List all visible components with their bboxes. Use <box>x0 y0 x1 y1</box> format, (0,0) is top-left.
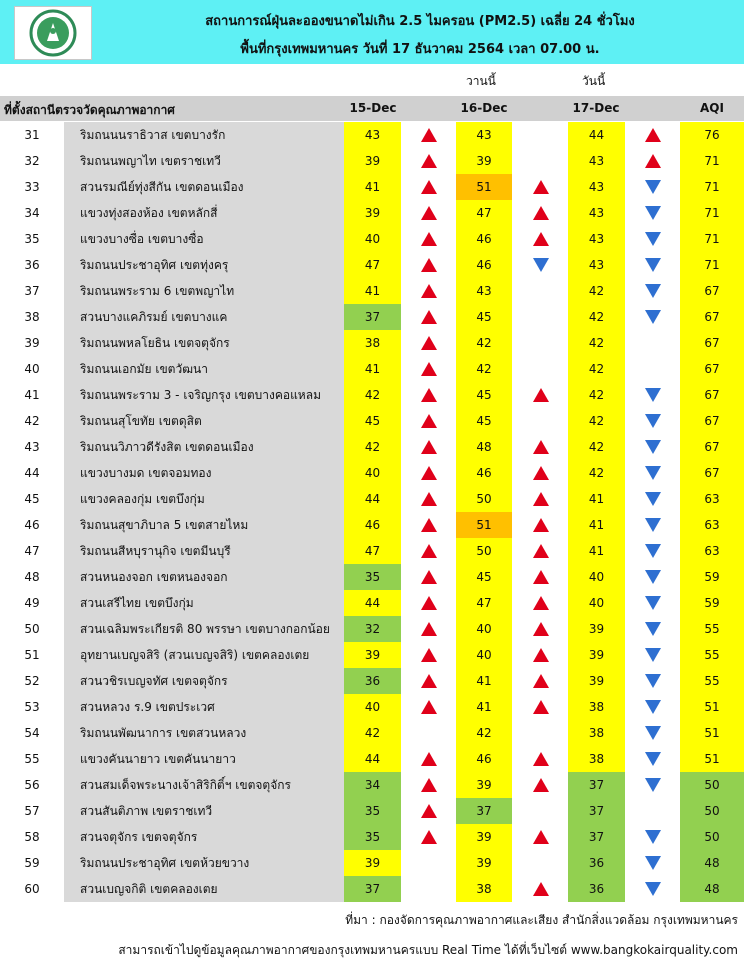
today-label: วันนี้ <box>582 74 606 88</box>
trend-down-icon <box>644 594 662 612</box>
pm25-15dec-cell: 35 <box>344 798 401 824</box>
pm25-17dec-cell: 42 <box>568 434 625 460</box>
aqi-cell: 63 <box>680 486 744 512</box>
aqi-cell: 48 <box>680 850 744 876</box>
pm25-16dec-cell: 42 <box>456 330 512 356</box>
report-title: สถานการณ์ฝุ่นละอองขนาดไม่เกิน 2.5 ไมครอน (PM2.5) เฉลี่ย 24 ชั่วโมง <box>205 14 635 29</box>
trend-up-icon <box>532 672 550 690</box>
station-name: อุทยานเบญจสิริ (สวนเบญจสิริ) เขตคลองเตย <box>64 642 344 668</box>
aqi-cell: 59 <box>680 590 744 616</box>
aqi-cell: 67 <box>680 278 744 304</box>
trend-up-icon <box>420 464 438 482</box>
pm25-17dec-cell: 41 <box>568 486 625 512</box>
trend-up-icon <box>420 620 438 638</box>
pm25-16dec-cell: 42 <box>456 356 512 382</box>
station-column-header: ที่ตั้งสถานีตรวจวัดคุณภาพอากาศ <box>4 103 175 117</box>
pm25-15dec-cell: 46 <box>344 512 401 538</box>
station-name: แขวงบางมด เขตจอมทอง <box>64 460 344 486</box>
trend-up-icon <box>420 568 438 586</box>
trend-down-icon <box>644 204 662 222</box>
pm25-15dec-cell: 47 <box>344 538 401 564</box>
pm25-17dec-cell: 38 <box>568 694 625 720</box>
aqi-cell: 59 <box>680 564 744 590</box>
date3-column-header: 17-Dec <box>572 101 620 115</box>
station-name: สวนสันติภาพ เขตราชเทวี <box>64 798 344 824</box>
aqi-cell: 63 <box>680 538 744 564</box>
pm25-16dec-cell: 43 <box>456 122 512 148</box>
table-row <box>0 330 744 356</box>
trend-up-icon <box>532 178 550 196</box>
pm25-15dec-cell: 40 <box>344 226 401 252</box>
pm25-17dec-cell: 43 <box>568 252 625 278</box>
pm25-16dec-cell: 48 <box>456 434 512 460</box>
row-number: 53 <box>0 694 64 720</box>
pm25-16dec-cell: 51 <box>456 174 512 200</box>
pm25-15dec-cell: 40 <box>344 694 401 720</box>
pm25-16dec-cell: 43 <box>456 278 512 304</box>
station-name: ริมถนนเอกมัย เขตวัฒนา <box>64 356 344 382</box>
pm25-15dec-cell: 43 <box>344 122 401 148</box>
pm25-15dec-cell: 36 <box>344 668 401 694</box>
pm25-15dec-cell: 44 <box>344 590 401 616</box>
pm25-15dec-cell: 34 <box>344 772 401 798</box>
trend-up-icon <box>532 542 550 560</box>
table-row <box>0 356 744 382</box>
pm25-15dec-cell: 35 <box>344 564 401 590</box>
station-name: แขวงคลองกุ่ม เขตบึงกุ่ม <box>64 486 344 512</box>
trend-up-icon <box>420 516 438 534</box>
trend-down-icon <box>644 646 662 664</box>
aqi-cell: 71 <box>680 252 744 278</box>
trend-down-icon <box>532 256 550 274</box>
pm25-17dec-cell: 37 <box>568 824 625 850</box>
trend-down-icon <box>644 568 662 586</box>
pm25-16dec-cell: 45 <box>456 382 512 408</box>
trend-up-icon <box>532 230 550 248</box>
pm25-15dec-cell: 39 <box>344 148 401 174</box>
station-name: สวนหนองจอก เขตหนองจอก <box>64 564 344 590</box>
station-name: ริมถนนพัฒนาการ เขตสวนหลวง <box>64 720 344 746</box>
aqi-cell: 55 <box>680 642 744 668</box>
trend-up-icon <box>420 126 438 144</box>
trend-up-icon <box>420 204 438 222</box>
pm25-17dec-cell: 42 <box>568 460 625 486</box>
pm25-16dec-cell: 45 <box>456 304 512 330</box>
pm25-17dec-cell: 42 <box>568 304 625 330</box>
yesterday-label: วานนี้ <box>466 74 496 88</box>
trend-down-icon <box>644 542 662 560</box>
trend-up-icon <box>532 464 550 482</box>
pm25-16dec-cell: 40 <box>456 616 512 642</box>
table-row <box>0 486 744 512</box>
trend-up-icon <box>644 126 662 144</box>
trend-down-icon <box>644 464 662 482</box>
row-number: 34 <box>0 200 64 226</box>
trend-down-icon <box>644 776 662 794</box>
trend-down-icon <box>644 516 662 534</box>
pm25-16dec-cell: 42 <box>456 720 512 746</box>
pm25-15dec-cell: 42 <box>344 434 401 460</box>
table-row <box>0 564 744 590</box>
table-row <box>0 668 744 694</box>
pm25-15dec-cell: 47 <box>344 252 401 278</box>
pm25-15dec-cell: 44 <box>344 746 401 772</box>
row-number: 32 <box>0 148 64 174</box>
pm25-16dec-cell: 39 <box>456 148 512 174</box>
table-row <box>0 616 744 642</box>
trend-up-icon <box>420 594 438 612</box>
trend-up-icon <box>532 750 550 768</box>
trend-down-icon <box>644 880 662 898</box>
trend-up-icon <box>420 256 438 274</box>
pm25-17dec-cell: 39 <box>568 616 625 642</box>
aqi-cell: 76 <box>680 122 744 148</box>
row-number: 36 <box>0 252 64 278</box>
trend-up-icon <box>532 698 550 716</box>
pm25-17dec-cell: 39 <box>568 668 625 694</box>
trend-down-icon <box>644 828 662 846</box>
aqi-cell: 71 <box>680 200 744 226</box>
trend-up-icon <box>532 880 550 898</box>
pm25-15dec-cell: 37 <box>344 304 401 330</box>
aqi-cell: 67 <box>680 408 744 434</box>
trend-down-icon <box>644 490 662 508</box>
pm25-16dec-cell: 46 <box>456 226 512 252</box>
row-number: 43 <box>0 434 64 460</box>
station-name: สวนสมเด็จพระนางเจ้าสิริกิติ์ฯ เขตจตุจักร <box>64 772 344 798</box>
pm25-16dec-cell: 41 <box>456 694 512 720</box>
table-header <box>0 96 744 121</box>
pm25-17dec-cell: 39 <box>568 642 625 668</box>
row-number: 40 <box>0 356 64 382</box>
station-name: สวนเสรีไทย เขตบึงกุ่ม <box>64 590 344 616</box>
trend-up-icon <box>420 490 438 508</box>
trend-down-icon <box>644 672 662 690</box>
row-number: 45 <box>0 486 64 512</box>
table-row <box>0 850 744 876</box>
date1-column-header: 15-Dec <box>349 101 397 115</box>
trend-up-icon <box>420 282 438 300</box>
pm25-16dec-cell: 50 <box>456 486 512 512</box>
pm25-16dec-cell: 39 <box>456 824 512 850</box>
pm25-17dec-cell: 43 <box>568 174 625 200</box>
aqi-cell: 51 <box>680 694 744 720</box>
station-name: สวนวชิรเบญจทัศ เขตจตุจักร <box>64 668 344 694</box>
pm25-16dec-cell: 46 <box>456 460 512 486</box>
pm25-16dec-cell: 45 <box>456 564 512 590</box>
trend-up-icon <box>420 308 438 326</box>
trend-up-icon <box>532 438 550 456</box>
pm25-15dec-cell: 41 <box>344 356 401 382</box>
table-row <box>0 434 744 460</box>
trend-up-icon <box>532 776 550 794</box>
pm25-15dec-cell: 40 <box>344 460 401 486</box>
row-number: 35 <box>0 226 64 252</box>
aqi-cell: 71 <box>680 226 744 252</box>
row-number: 50 <box>0 616 64 642</box>
station-name: ริมถนนนราธิวาส เขตบางรัก <box>64 122 344 148</box>
trend-up-icon <box>420 802 438 820</box>
trend-down-icon <box>644 854 662 872</box>
trend-down-icon <box>644 750 662 768</box>
pm25-17dec-cell: 36 <box>568 876 625 902</box>
pm25-17dec-cell: 36 <box>568 850 625 876</box>
pm25-15dec-cell: 42 <box>344 382 401 408</box>
station-name: ริมถนนพระราม 3 - เจริญกรุง เขตบางคอแหลม <box>64 382 344 408</box>
row-number: 31 <box>0 122 64 148</box>
trend-up-icon <box>420 542 438 560</box>
station-name: สวนจตุจักร เขตจตุจักร <box>64 824 344 850</box>
trend-up-icon <box>532 620 550 638</box>
aqi-cell: 63 <box>680 512 744 538</box>
pm25-15dec-cell: 41 <box>344 174 401 200</box>
trend-down-icon <box>644 620 662 638</box>
station-name: แขวงบางซื่อ เขตบางซื่อ <box>64 226 344 252</box>
pm25-15dec-cell: 39 <box>344 642 401 668</box>
pm25-15dec-cell: 45 <box>344 408 401 434</box>
pm25-17dec-cell: 43 <box>568 148 625 174</box>
pm25-16dec-cell: 37 <box>456 798 512 824</box>
station-name: ริมถนนสุโขทัย เขตดุสิต <box>64 408 344 434</box>
station-name: ริมถนนประชาอุทิศ เขตห้วยขวาง <box>64 850 344 876</box>
aqi-column-header: AQI <box>700 101 724 115</box>
pm25-15dec-cell: 44 <box>344 486 401 512</box>
table-row <box>0 642 744 668</box>
row-number: 33 <box>0 174 64 200</box>
pm25-15dec-cell: 39 <box>344 850 401 876</box>
station-name: แขวงคันนายาว เขตคันนายาว <box>64 746 344 772</box>
trend-up-icon <box>532 594 550 612</box>
table-row <box>0 174 744 200</box>
trend-up-icon <box>420 360 438 378</box>
row-number: 37 <box>0 278 64 304</box>
aqi-cell: 67 <box>680 356 744 382</box>
trend-down-icon <box>644 230 662 248</box>
row-number: 54 <box>0 720 64 746</box>
aqi-cell: 67 <box>680 330 744 356</box>
pm25-16dec-cell: 47 <box>456 200 512 226</box>
trend-up-icon <box>420 750 438 768</box>
row-number: 39 <box>0 330 64 356</box>
aqi-cell: 71 <box>680 174 744 200</box>
pm25-16dec-cell: 38 <box>456 876 512 902</box>
trend-down-icon <box>644 412 662 430</box>
row-number: 55 <box>0 746 64 772</box>
website-note: สามารถเข้าไปดูข้อมูลคุณภาพอากาศของกรุงเทพมหานครแบบ Real Time ได้ที่เว็บไซต์ www.bangkokairquality.com <box>118 943 738 957</box>
table-row <box>0 460 744 486</box>
station-name: ริมถนนสุขาภิบาล 5 เขตสายไหม <box>64 512 344 538</box>
trend-down-icon <box>644 178 662 196</box>
table-row <box>0 772 744 798</box>
aqi-cell: 51 <box>680 746 744 772</box>
table-row <box>0 252 744 278</box>
table-row <box>0 824 744 850</box>
station-name: ริมถนนประชาอุทิศ เขตทุ่งครุ <box>64 252 344 278</box>
pm25-17dec-cell: 42 <box>568 278 625 304</box>
trend-down-icon <box>644 438 662 456</box>
aqi-cell: 67 <box>680 434 744 460</box>
row-number: 41 <box>0 382 64 408</box>
pm25-15dec-cell: 42 <box>344 720 401 746</box>
bangkok-seal-logo <box>14 6 92 60</box>
aqi-cell: 50 <box>680 824 744 850</box>
pm25-17dec-cell: 41 <box>568 538 625 564</box>
row-number: 58 <box>0 824 64 850</box>
row-number: 52 <box>0 668 64 694</box>
station-name: สวนเบญจกิติ เขตคลองเตย <box>64 876 344 902</box>
aqi-cell: 55 <box>680 668 744 694</box>
pm25-16dec-cell: 47 <box>456 590 512 616</box>
table-row <box>0 148 744 174</box>
trend-up-icon <box>420 334 438 352</box>
aqi-cell: 67 <box>680 460 744 486</box>
row-number: 57 <box>0 798 64 824</box>
aqi-cell: 51 <box>680 720 744 746</box>
station-name: ริมถนนวิภาวดีรังสิต เขตดอนเมือง <box>64 434 344 460</box>
table-row <box>0 876 744 902</box>
pm25-17dec-cell: 42 <box>568 408 625 434</box>
row-number: 48 <box>0 564 64 590</box>
row-number: 47 <box>0 538 64 564</box>
trend-up-icon <box>420 230 438 248</box>
pm25-16dec-cell: 45 <box>456 408 512 434</box>
pm25-17dec-cell: 38 <box>568 720 625 746</box>
pm25-16dec-cell: 50 <box>456 538 512 564</box>
trend-up-icon <box>420 152 438 170</box>
table-row <box>0 590 744 616</box>
trend-up-icon <box>532 490 550 508</box>
pm25-15dec-cell: 39 <box>344 200 401 226</box>
table-row <box>0 304 744 330</box>
pm25-17dec-cell: 37 <box>568 772 625 798</box>
pm25-17dec-cell: 43 <box>568 200 625 226</box>
trend-up-icon <box>532 516 550 534</box>
station-name: สวนรมณีย์ทุ่งสีกัน เขตดอนเมือง <box>64 174 344 200</box>
trend-down-icon <box>644 308 662 326</box>
station-name: แขวงทุ่งสองห้อง เขตหลักสี่ <box>64 200 344 226</box>
pm25-17dec-cell: 41 <box>568 512 625 538</box>
trend-down-icon <box>644 724 662 742</box>
trend-up-icon <box>420 828 438 846</box>
table-row <box>0 200 744 226</box>
station-name: ริมถนนพระราม 6 เขตพญาไท <box>64 278 344 304</box>
table-row <box>0 382 744 408</box>
pm25-15dec-cell: 35 <box>344 824 401 850</box>
trend-up-icon <box>420 646 438 664</box>
row-number: 51 <box>0 642 64 668</box>
pm25-17dec-cell: 38 <box>568 746 625 772</box>
pm25-16dec-cell: 39 <box>456 850 512 876</box>
table-row <box>0 694 744 720</box>
row-number: 42 <box>0 408 64 434</box>
trend-up-icon <box>532 386 550 404</box>
row-number: 38 <box>0 304 64 330</box>
table-row <box>0 538 744 564</box>
pm25-15dec-cell: 32 <box>344 616 401 642</box>
report-subtitle: พื้นที่กรุงเทพมหานคร วันที่ 17 ธันวาคม 2564 เวลา 07.00 น. <box>240 42 600 57</box>
station-name: สวนเฉลิมพระเกียรติ 80 พรรษา เขตบางกอกน้อย <box>64 616 344 642</box>
trend-up-icon <box>644 152 662 170</box>
aqi-cell: 67 <box>680 304 744 330</box>
aqi-cell: 67 <box>680 382 744 408</box>
trend-up-icon <box>420 672 438 690</box>
pm25-17dec-cell: 42 <box>568 356 625 382</box>
pm25-15dec-cell: 37 <box>344 876 401 902</box>
station-name: สวนหลวง ร.9 เขตประเวศ <box>64 694 344 720</box>
table-row <box>0 226 744 252</box>
row-number: 60 <box>0 876 64 902</box>
trend-down-icon <box>644 698 662 716</box>
trend-up-icon <box>532 568 550 586</box>
pm25-17dec-cell: 40 <box>568 590 625 616</box>
pm25-17dec-cell: 42 <box>568 330 625 356</box>
pm25-16dec-cell: 46 <box>456 252 512 278</box>
pm25-16dec-cell: 41 <box>456 668 512 694</box>
pm25-15dec-cell: 41 <box>344 278 401 304</box>
trend-up-icon <box>420 698 438 716</box>
pm25-16dec-cell: 46 <box>456 746 512 772</box>
source-note: ที่มา : กองจัดการคุณภาพอากาศและเสียง สำนักสิ่งแวดล้อม กรุงเทพมหานคร <box>345 913 738 927</box>
trend-up-icon <box>532 828 550 846</box>
trend-up-icon <box>420 776 438 794</box>
trend-up-icon <box>532 204 550 222</box>
station-name: ริมถนนสีหบุรานุกิจ เขตมีนบุรี <box>64 538 344 564</box>
trend-up-icon <box>420 412 438 430</box>
report-header <box>0 0 744 64</box>
pm25-17dec-cell: 40 <box>568 564 625 590</box>
pm25-15dec-cell: 38 <box>344 330 401 356</box>
aqi-cell: 71 <box>680 148 744 174</box>
table-row <box>0 798 744 824</box>
aqi-cell: 50 <box>680 772 744 798</box>
pm25-16dec-cell: 51 <box>456 512 512 538</box>
row-number: 59 <box>0 850 64 876</box>
pm25-17dec-cell: 37 <box>568 798 625 824</box>
trend-up-icon <box>420 438 438 456</box>
trend-down-icon <box>644 282 662 300</box>
station-name: ริมถนนพหลโยธิน เขตจตุจักร <box>64 330 344 356</box>
trend-down-icon <box>644 256 662 274</box>
station-name: สวนบางแคภิรมย์ เขตบางแค <box>64 304 344 330</box>
table-row <box>0 278 744 304</box>
table-row <box>0 746 744 772</box>
table-row <box>0 408 744 434</box>
trend-up-icon <box>420 386 438 404</box>
table-row <box>0 512 744 538</box>
trend-down-icon <box>644 386 662 404</box>
table-row <box>0 122 744 148</box>
row-number: 44 <box>0 460 64 486</box>
pm25-17dec-cell: 44 <box>568 122 625 148</box>
row-number: 49 <box>0 590 64 616</box>
row-number: 46 <box>0 512 64 538</box>
aqi-cell: 50 <box>680 798 744 824</box>
pm25-16dec-cell: 39 <box>456 772 512 798</box>
pm25-16dec-cell: 40 <box>456 642 512 668</box>
pm25-17dec-cell: 42 <box>568 382 625 408</box>
aqi-cell: 48 <box>680 876 744 902</box>
aqi-cell: 55 <box>680 616 744 642</box>
table-row <box>0 720 744 746</box>
date2-column-header: 16-Dec <box>460 101 508 115</box>
station-name: ริมถนนพญาไท เขตราชเทวี <box>64 148 344 174</box>
row-number: 56 <box>0 772 64 798</box>
trend-up-icon <box>420 178 438 196</box>
pm25-17dec-cell: 43 <box>568 226 625 252</box>
trend-up-icon <box>532 646 550 664</box>
